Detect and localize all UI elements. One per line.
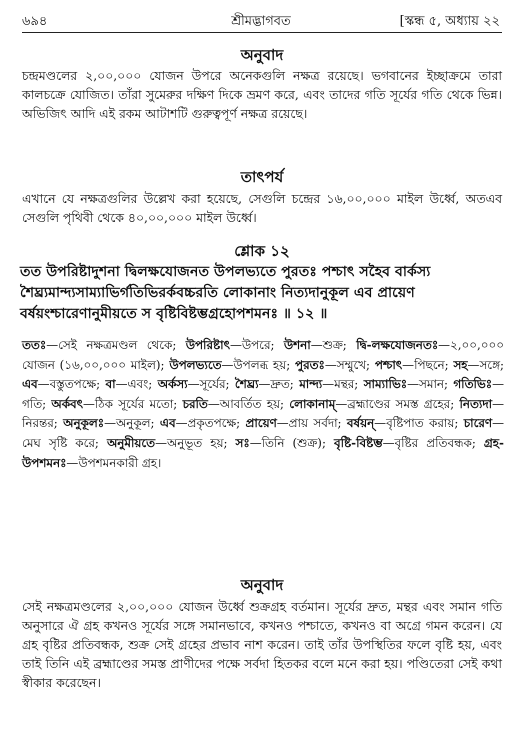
synonym-term: গতিভিঃ [453,377,493,392]
synonym-meaning: তিনি (শুক্র) [261,435,322,450]
synonym-term: অনুকূলঃ [63,416,105,431]
synonym-term: বর্ষয়ন্ [346,416,375,431]
translation-heading: অনুবাদ [240,46,284,64]
synonym-term: উশনা [283,338,311,352]
synonym-term: নিত্যদা [459,396,493,411]
verse-heading: শ্লোক ১২ [234,242,290,260]
synonym-meaning: সূর্যের [199,377,226,392]
book-title: শ্রীমদ্ভাগবত [231,14,291,29]
synonym-meaning: গতি [22,396,43,411]
synonym-term: উপলভ্যতে [169,357,222,372]
synonym-term: বৃষ্টি-বিষ্টম্ভ [334,435,383,450]
synonym-term: এব [22,377,38,392]
synonym-meaning: অনুভূত হয় [166,435,224,450]
synonym-meaning: প্রায় সর্বদা [288,416,338,431]
synonym-meaning: মন্থর [334,377,355,392]
section-reference: [স্কন্ধ ৫, অধ্যায় ২২ [399,14,500,29]
synonym-term: সঃ [235,435,250,450]
synonym-term: শৈঘ্র্য [234,377,259,392]
synonym-meaning: শুক্র [322,338,343,352]
synonym-meaning: আবর্তিত হয় [219,396,280,411]
synonym-meaning: ২,০০,০০০ যোজন (১৬,০০,০০০ মাইল) [22,338,504,372]
translation-text: সেই নক্ষত্রমণ্ডলের ২,০০,০০০ যোজন উর্ধ্বে শুক্রগ্রহ বর্তমান। সূর্যের দ্রুত, মন্থর এবং সমান গতি অনুসারে ঐ গ্রহ কখনও সূর্যের সঙ্গে সমানভাবে, কখনও পশ্চাতে, কখনও বা অগ্রে গমন করেন। যে গ্রহ বৃষ্টির প্রতিবন্ধক, শুক্র সেই গ্রহের প্রভাব নাশ করেন। তাই তাঁর উপস্থিতির ফলে বৃষ্টি হয়, এবং তাই তিনি এই ব্রহ্মাণ্ডের সমস্ত প্রাণীদের পক্ষে সর্বদা হিতকর বলে মনে করা হয়। পণ্ডিতেরা সেই কথা স্বীকার করেছেন। [22,599,502,690]
synonym-term: পুরতঃ [295,357,325,372]
synonym-meaning: ব্রহ্মাণ্ডের সমস্ত গ্রহের [347,396,451,411]
synonym-meaning: সেই নক্ষত্রমণ্ডল থেকে [58,338,173,352]
synonym-term: প্রায়েণ [245,416,277,431]
synonym-term: চরতি [182,396,208,411]
synonym-term: অনুমীয়তে [106,435,156,450]
synonym-meaning: সম্মুখে [336,357,367,372]
synonym-term: পশ্চাৎ [374,357,403,372]
synonym-term: এব [159,416,176,431]
synonym-meaning: পিছনে [414,357,445,372]
synonym-meaning: উপলব্ধ হয় [233,357,287,372]
synonym-meaning: নিরন্তর [22,416,54,431]
translation-heading: অনুবাদ [240,576,284,594]
translation-text: চন্দ্রমণ্ডলের ২,০০,০০০ যোজন উপরে অনেকগুলি নক্ষত্র রয়েছে। ভগবানের ইচ্ছাক্রমে তারা কালচক্রে যোজিত। তাঁরা সুমেরুর দক্ষিণ দিকে ভ্রমণ করে, এবং তাদের গতি সূর্যের গতি থেকে ভিন্ন। অভিজিৎ আদি এই রকম আটাশটি গুরুত্বপূর্ণ নক্ষত্র রয়েছে। [22,68,502,121]
synonym-term: সাম্যাভিঃ [363,377,408,392]
synonym-term: মান্দ্য [299,377,323,392]
synonym-term: চারেণ [463,416,493,431]
word-for-word-synonyms: ততঃ—সেই নক্ষত্রমণ্ডল থেকে; উপরিষ্টাৎ—উপরে; উশনা—শুক্র; দ্বি-লক্ষযোজনতঃ—২,০০,০০০ যোজন (১৬,০০,০০০ মাইল); উপলভ্যতে—উপলব্ধ হয়; পুরতঃ—সম্মুখে; পশ্চাৎ—পিছনে; সহ—সঙ্গে; এব—বস্তুতপক্ষে; বা—এবং; অর্কস্য—সূর্যের; শৈঘ্র্য—দ্রুত; মান্দ্য—মন্থর; সাম্যাভিঃ—সমান; গতিভিঃ—গতি; অর্কবৎ—ঠিক সূর্যের মতো; চরতি—আবর্তিত হয়; লোকানাম্—ব্রহ্মাণ্ডের সমস্ত গ্রহের; নিত্যদা—নিরন্তর; অনুকূলঃ—অনুকূল; এব—প্রকৃতপক্ষে; প্রায়েণ—প্রায় সর্বদা; বর্ষয়ন্—বৃষ্টিপাত করায়; চারেণ—মেঘ সৃষ্টি করে; অনুমীয়তে—অনুভূত হয়; সঃ—তিনি (শুক্র); বৃষ্টি-বিষ্টম্ভ—বৃষ্টির প্রতিবন্ধক; গ্রহ-উপশমনঃ—উপশমনকারী গ্রহ। [22,338,504,470]
synonym-term: গ্রহ-উপশমনঃ [22,435,504,470]
synonym-meaning: বৃষ্টির প্রতিবন্ধক [394,435,472,450]
synonym-meaning: বৃষ্টিপাত করায় [386,416,455,431]
synonym-term: উপরিষ্টাৎ [185,338,230,352]
synonym-term: দ্বি-লক্ষযোজনতঃ [356,338,439,352]
page-header [22,12,500,34]
header-divider [22,32,502,33]
synonym-term: বা [105,377,116,392]
synonym-term: সহ [453,357,468,372]
synonym-term: অর্কস্য [157,377,188,392]
synonym-meaning: ঠিক সূর্যের মতো [94,396,174,411]
synonym-meaning: উপরে [241,338,271,352]
synonym-meaning: অনুকূল [115,416,151,431]
page-number: ৬৯৪ [22,14,48,29]
purport-heading: তাৎপর্য [240,168,284,186]
synonym-term: অর্কবৎ [51,396,83,411]
synonym-meaning: সঙ্গে [479,357,500,372]
synonym-meaning: মেঘ সৃষ্টি করে [22,435,95,450]
synonym-meaning: বস্তুতপক্ষে [49,377,97,392]
synonym-meaning: সমান [418,377,444,392]
verse-text: তত উপরিষ্টাদুশনা দ্বিলক্ষযোজনত উপলভ্যতে পুরতঃ পশ্চাৎ সহৈব বার্কস্য শৈঘ্র্যমান্দ্যসাম্যাভির্গতিভিরর্কবচ্চরতি লোকানাং নিত্যদানুকূল এব প্রায়েণ বর্ষয়ংশ্চারেণানুমীয়তে স বৃষ্টিবিষ্টম্ভগ্রহোপশমনঃ ॥ ১২ ॥ [20,264,431,322]
synonym-meaning: প্রকৃতপক্ষে [187,416,237,431]
synonym-term: ততঃ [22,338,47,352]
synonym-meaning: উপশমনকারী গ্রহ [78,455,158,470]
synonym-meaning: দ্রুত [270,377,290,392]
synonym-meaning: এবং [127,377,149,392]
synonym-term: লোকানাম্ [289,396,336,411]
purport-text: এখানে যে নক্ষত্রগুলির উল্লেখ করা হয়েছে, সেগুলি চন্দ্রের ১৬,০০,০০০ মাইল উর্ধ্বে, অতএব সেগুলি পৃথিবী থেকে ৪০,০০,০০০ মাইল উর্ধ্বে। [22,191,502,225]
